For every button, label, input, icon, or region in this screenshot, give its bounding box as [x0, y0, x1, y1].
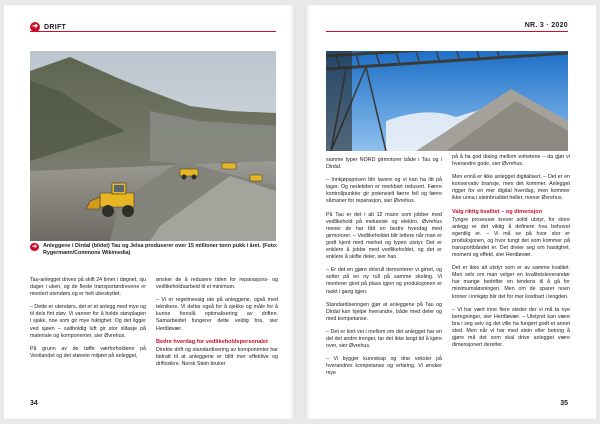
conveyor-photo [326, 51, 568, 151]
subheading: Bedre hverdag for vedlikeholdspersonalet [156, 338, 268, 345]
header-rule [30, 31, 276, 32]
page-number: 35 [560, 400, 568, 407]
paragraph: På grunn av de tøffe værforholdene på Vestlandet og det støvete miljøet på anlegget, [30, 345, 146, 359]
paragraph: – Vi er regelmessig ute på anleggene, også med teknikere. Vi deltar også for å sjekke og måle for å kunne foreslå optimalisering av driften. Samarbeidet fungerer dette veldig bra, sier Herdløvær. [156, 297, 278, 332]
arrow-icon: ➜ [31, 244, 38, 250]
quarry-photo [30, 51, 276, 241]
article-column-2 [156, 277, 278, 374]
paragraph: Tau-anlegget drives på skift 24 timer i døgnet, sju dager i uken, og de fleste transportørdrevene er montert utendørs og er helt ubeskyttet. [30, 277, 146, 298]
paragraph: Tyngre prosesser krever solid utstyr, for store anlegg er det viktig å definere hva behovet egentlig er. – Vi må se på hvor stor er produksjonen, og hvor tungt det som kommer på transportbåndet er. Det dreier seg om hastighet, moment og effekt, sier Herdløvær. [452, 216, 570, 259]
header-rule [326, 31, 568, 32]
article-column-1 [30, 277, 146, 366]
caption-text: Anleggene i Dirdal (bildet) Tau og Jelsa produserer over 15 millioner tonn pukk i året. (Foto: Rygermann/Commons Wikimedia) [43, 243, 278, 257]
paragraph: Standardiseringen gjør at anleggene på Tau og Dirdal kan hjelpe hverandre, både med deler og med kompetanse. [326, 301, 442, 322]
quarry-illustration [30, 51, 276, 241]
paragraph: På Tau er det i alt 12 mann som jobber med vedlikehold på mekanisk og elektro. Øvrehus mener de har fått en bedre hverdag med girmotorer. – Vedlikeholdet blir lettere når man er godt kjent med merket og typen utstyr. Det er enklere å jobbe med vedlikeholdet, og det er enklere å skifte deler, sier han. [326, 211, 442, 261]
paragraph: Direkte drift og standardisering av komponenter har bidratt til at anleggene er blitt mer effektive og driftssikre. Norsk Stein bruker [156, 346, 278, 367]
paragraph: – Er det en gjøre drivrull demonterer vi girret, og setter på en ny rull på samme skoling. Vi monterer giret på plass igjen og produksjonen er raskt i gang igjen. [326, 267, 442, 295]
issue-label: NR. 3 · 2020 [524, 22, 568, 29]
paragraph: Men ennå er ikke anlegget digitalisert. – Det er en konservativ bransje, men det kommer. Anlegget rigger for en mer digital hverdag, men kommer ikke unna i steinbruddet heller, mener Øvrehus. [452, 174, 570, 202]
paragraph: – Innkjøpsprisen blir lavere og vi kan ha litt på lager. Og nedetiden er merkbart redusert. Færre kontrollpunkter gir potensielt færre feil og færre såmaner for reparasjon, sier Øvrehus. [326, 177, 442, 205]
left-page [4, 5, 296, 419]
paragraph: – Vi bygger kunnskap og drar veksler på hverandres kompetanse og erfaring. Vi ønsker mye [326, 356, 442, 377]
paragraph: – Det er kort vei i mellom om det anlegget har en del det andre trenger, tar det ikke langt tid å kjøre over, sier Øvrehus. [326, 328, 442, 350]
right-page [304, 5, 596, 419]
article-column-3 [326, 157, 442, 383]
conveyor-illustration [326, 51, 568, 151]
subheading: Valg riktig kvalitet – og dimensjon [452, 208, 543, 215]
paragraph: Det er ikke alt utstyr som er av samme kvalitet. Men selv om man velger en kvalitetsleverandør har mange bedrifter en tendens til å gå for minimumsløsningen. Men om de sparer noen kroner i innkjøp blir det for mer kostbart i lengden. [452, 265, 570, 300]
paragraph: samme typer NORD girmotorer både i Tau og i Dirdal. [326, 157, 442, 171]
paragraph: ønsker de å redusere tiden for reparasjons- og vedlikeholdsarbeid til et minimum. [156, 277, 278, 291]
photo-caption [30, 243, 278, 257]
paragraph: – Vi har vært inne flere steder der vi må ta nye beregninger, sier Herdløvær. – Utstyret kan være bra i seg selv og det ville ha fungert godt et annet sted. Men når vi har med stein eller betong å gjøre må det som skal drive anlegget være dimensjonert deretter. [452, 306, 570, 349]
section-label: DRIFT [44, 23, 67, 31]
arrow-icon: ➜ [30, 22, 40, 32]
article-column-4 [452, 154, 570, 355]
paragraph: – Dette er utendørs, det er et anlegg med mye og til dels fint støv. Vi vanner for å holde støvplagen i sjakk, noe som gir mye fuktighet. Og det ligger ved sjøen – saltholdig luft gir stor slitasje på materiale og komponenter, sier Øvrehus. [30, 304, 147, 339]
paragraph: på å ha god dialog mellom enhetene – da gjør vi hverandre gode, sier Øvrehus. [452, 154, 570, 168]
page-number: 34 [30, 400, 38, 407]
